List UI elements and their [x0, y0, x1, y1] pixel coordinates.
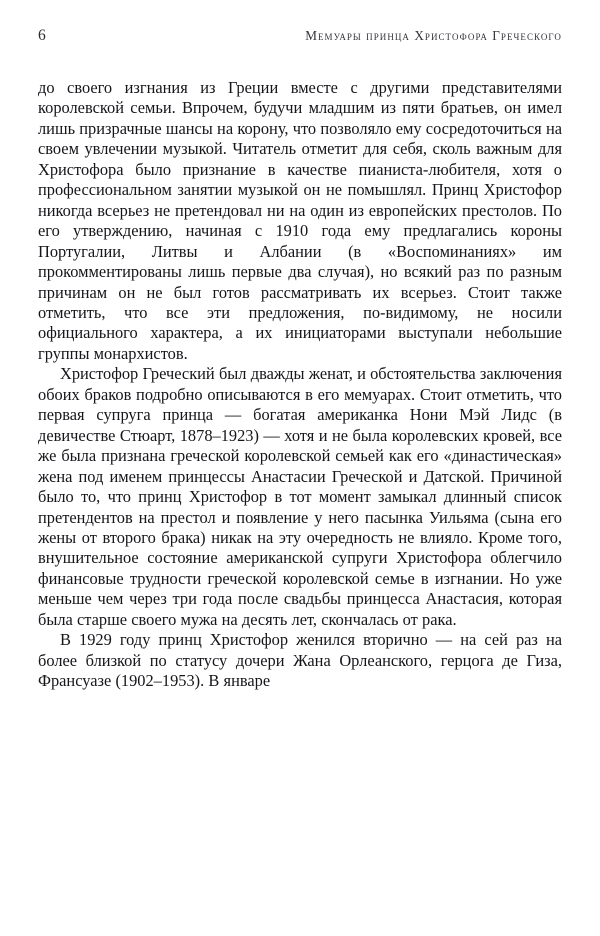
- running-head-title: Мемуары принца Христофора Греческого: [305, 28, 562, 43]
- body-text-block: [38, 78, 562, 692]
- paragraph: Христофор Греческий был дважды женат, и обстоятельства заключения обоих браков подробно описываются в его мемуарах. Стоит отметить, что первая супруга принца — богатая американка Нони Мэй Лидс (в девичестве Стюарт, 1878–1923) — хотя и не была королевских кровей, все же была признана греческой королевской семьей как его «династическая» жена под именем принцессы Анастасии Греческой и Датской. Причиной было то, что принц Христофор в тот момент замыкал длинный список претендентов на престол и появление у него пасынка Уильяма (сына его жены от второго брака) никак на эту очередность не влияло. Кроме того, внушительное состояние американской супруги Христофора облегчило финансовые трудности греческой королевской семье в изгнании. Но уже меньше чем через три года после свадьбы принцесса Анастасия, которая была старше своего мужа на десять лет, скончалась от рака.: [38, 364, 562, 629]
- running-head: [38, 28, 562, 50]
- paragraph: до своего изгнания из Греции вместе с другими представителями королевской семьи. Впрочем, будучи младшим из пяти братьев, он имел лишь призрачные шансы на корону, что позволяло ему сосредоточиться на своем увлечении музыкой. Читатель отметит для себя, сколь важным для Христофора было признание в качестве пианиста-любителя, хотя о профессиональном занятии музыкой он не помышлял. Принц Христофор никогда всерьез не претендовал ни на один из европейских престолов. По его утверждению, начиная с 1910 года ему предлагались короны Португалии, Литвы и Албании (в «Воспоминаниях» им прокомментированы лишь первые два случая), но всякий раз по разным причинам он не был готов рассматривать их всерьез. Стоит также отметить, что все эти предложения, по-видимому, не носили официального характера, а их инициаторами выступали небольшие группы монархистов.: [38, 78, 562, 363]
- page-number: 6: [38, 27, 46, 44]
- paragraph: В 1929 году принц Христофор женился вторично — на сей раз на более близкой по статусу дочери Жана Орлеанского, герцога де Гиза, Франсуазе (1902–1953). В январе: [38, 630, 562, 691]
